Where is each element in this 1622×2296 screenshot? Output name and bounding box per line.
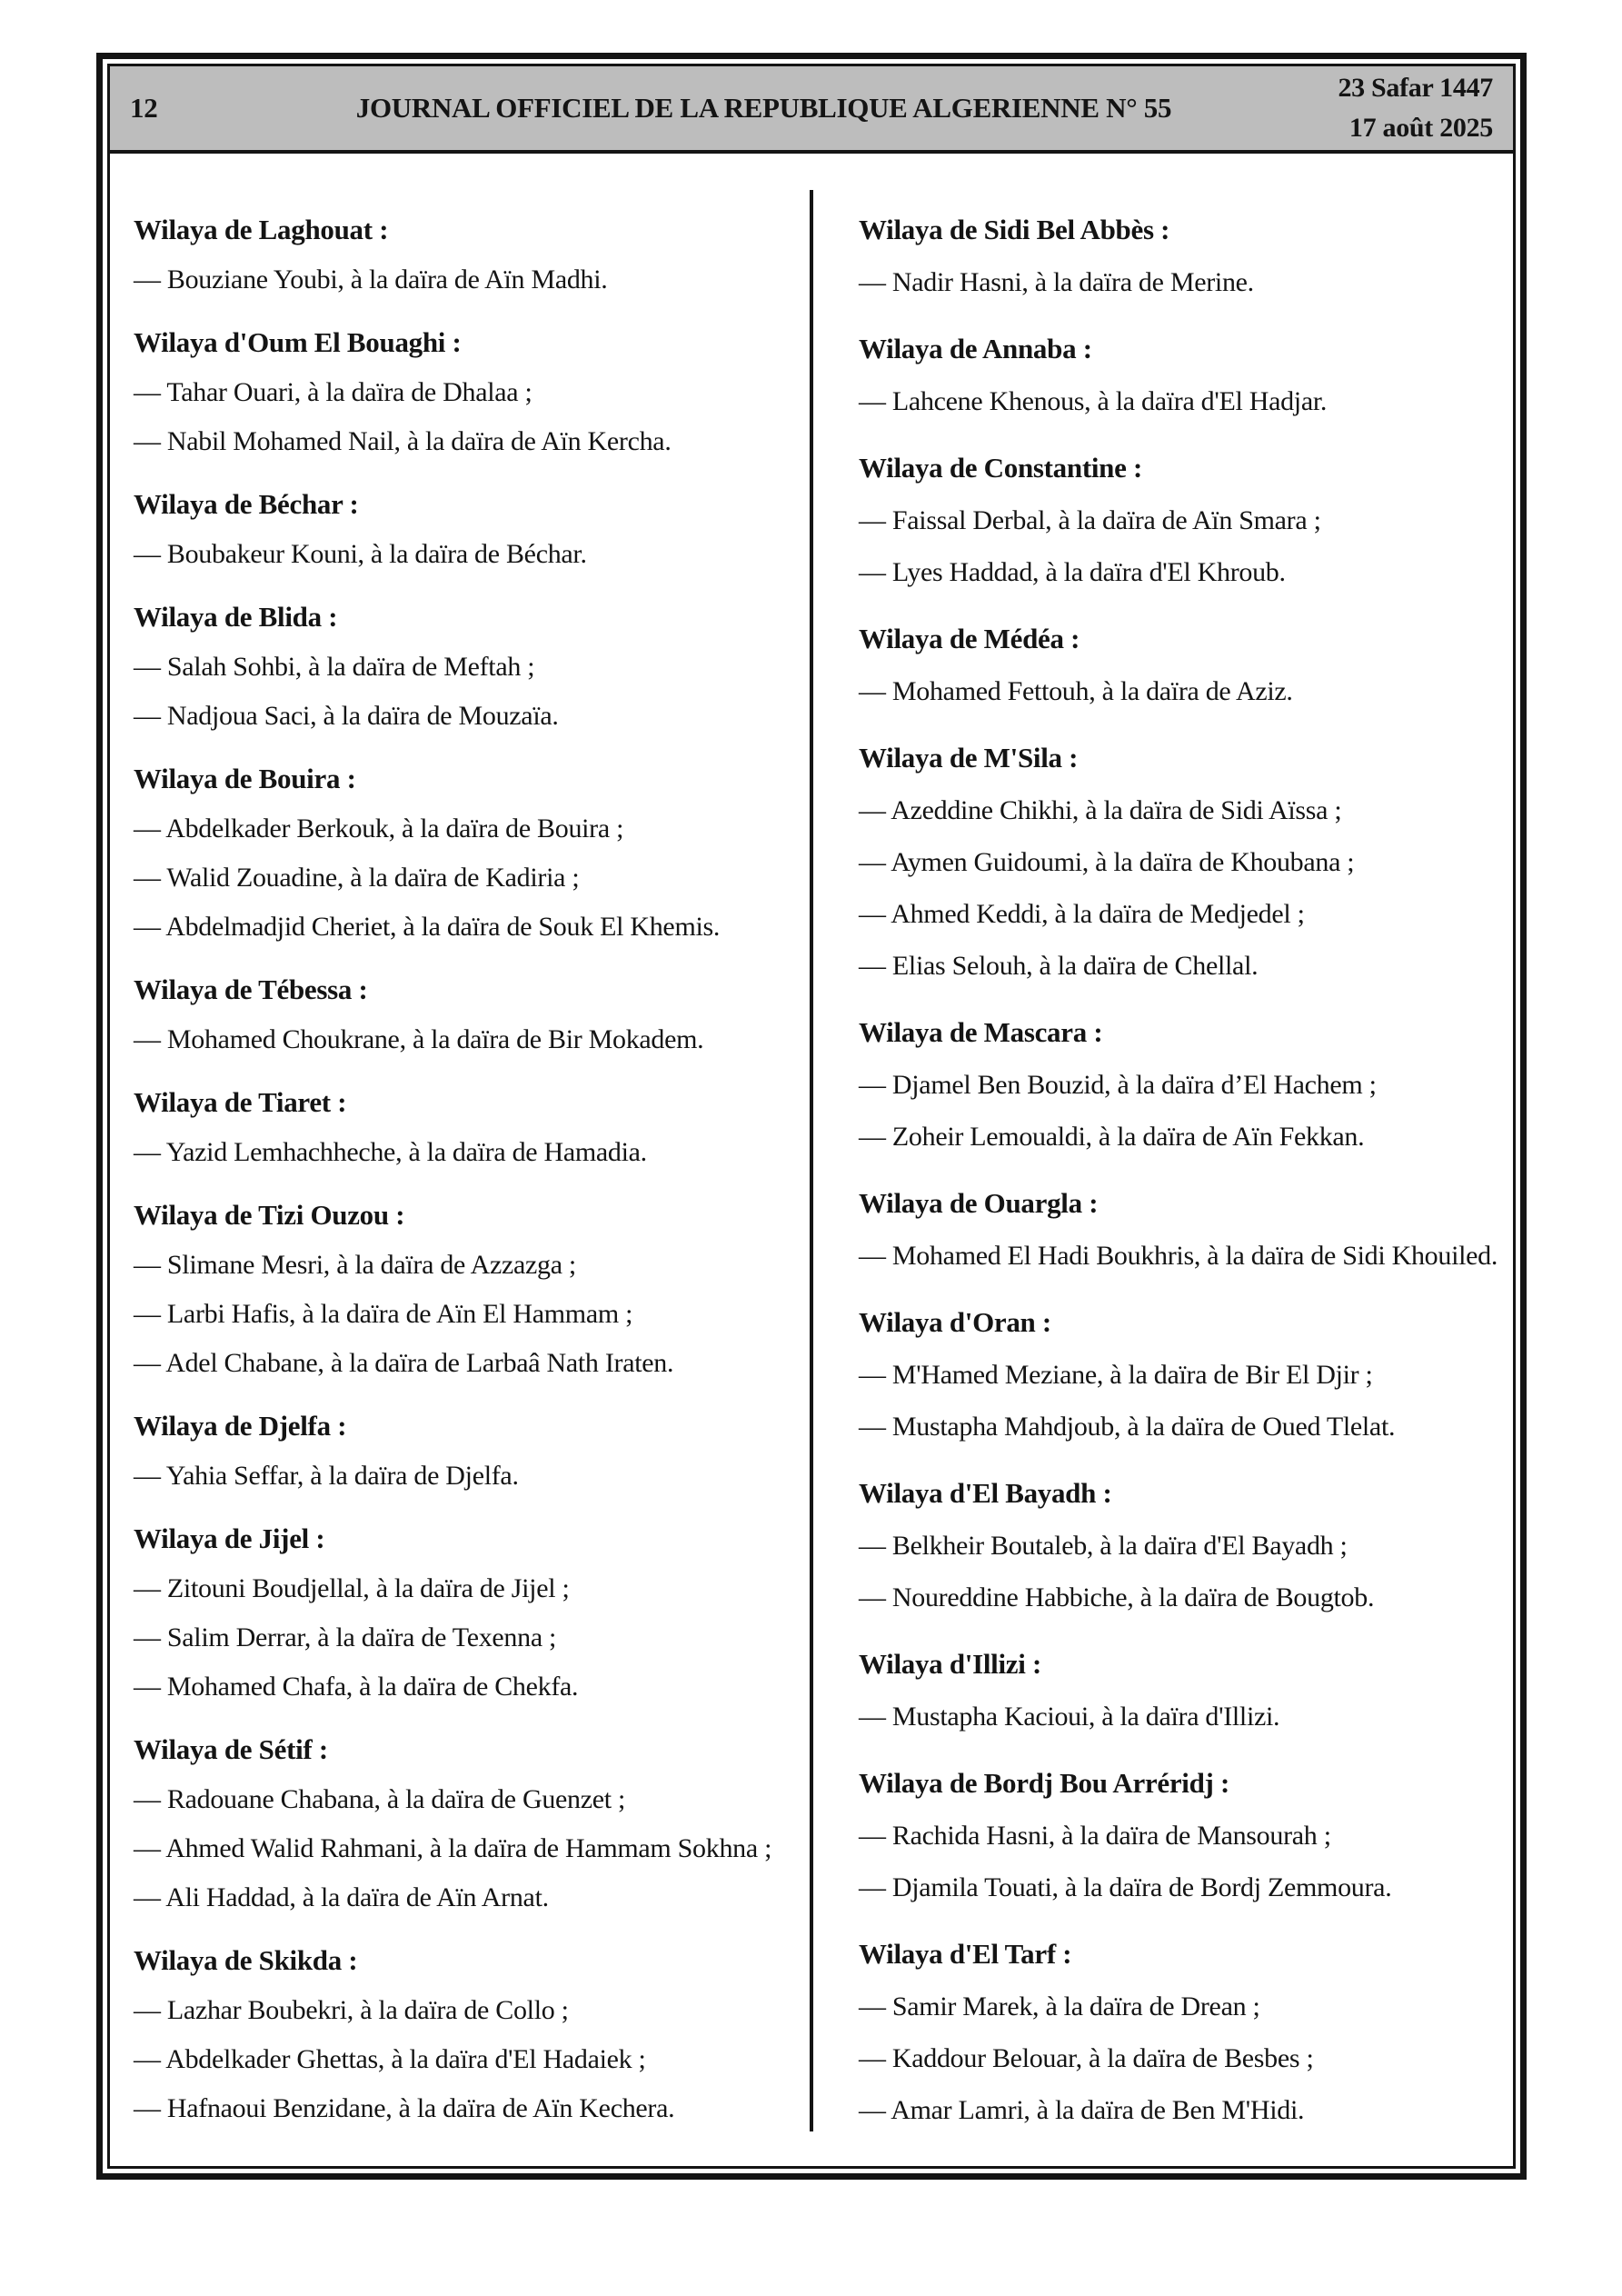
appointment-entry: — Faissal Derbal, à la daïra de Aïn Smara ; [859,505,1321,535]
appointment-entry: — Mohamed Fettouh, à la daïra de Aziz. [859,676,1293,706]
right-column [811,157,1513,2166]
appointment-entry: — Radouane Chabana, à la daïra de Guenzet ; [134,1784,626,1814]
appointment-entry: — Mustapha Kacioui, à la daïra d'Illizi. [859,1702,1280,1732]
wilaya-heading: Wilaya de Ouargla : [859,1187,1099,1219]
appointment-entry: — Kaddour Belouar, à la daïra de Besbes ; [859,2043,1314,2073]
appointment-entry: — Tahar Ouari, à la daïra de Dhalaa ; [134,377,532,407]
appointment-entry: — Mohamed El Hadi Boukhris, à la daïra de Sidi Khouiled. [859,1241,1498,1271]
wilaya-heading: Wilaya de Médéa : [859,623,1080,654]
appointment-entry: — Ali Haddad, à la daïra de Aïn Arnat. [134,1882,549,1912]
wilaya-heading: Wilaya de Tiaret : [134,1086,347,1118]
page-outer-frame [96,53,1527,2180]
wilaya-heading: Wilaya de Bouira : [134,763,356,794]
appointment-entry: — Nadir Hasni, à la daïra de Merine. [859,267,1254,297]
wilaya-heading: Wilaya de Skikda : [134,1944,358,1976]
appointment-entry: — Lahcene Khenous, à la daïra d'El Hadjar. [859,386,1328,416]
page-content [110,157,1513,2166]
left-column [110,157,811,2166]
wilaya-heading: Wilaya de Tébessa : [134,973,368,1005]
appointment-entry: — Slimane Mesri, à la daïra de Azzazga ; [134,1250,576,1280]
appointment-entry: — Yahia Seffar, à la daïra de Djelfa. [134,1461,519,1491]
wilaya-heading: Wilaya de Annaba : [859,333,1092,364]
appointment-entry: — Belkheir Boutaleb, à la daïra d'El Bayadh ; [859,1531,1348,1561]
appointment-entry: — Abdelkader Berkouk, à la daïra de Bouira ; [134,814,624,844]
wilaya-heading: Wilaya de M'Sila : [859,742,1079,774]
appointment-entry: — Djamila Touati, à la daïra de Bordj Zemmoura. [859,1872,1392,1902]
appointment-entry: — Bouziane Youbi, à la daïra de Aïn Madhi. [134,265,608,294]
appointment-entry: — Aymen Guidoumi, à la daïra de Khoubana ; [859,847,1355,877]
appointment-entry: — Abdelkader Ghettas, à la daïra d'El Hadaiek ; [134,2044,646,2074]
appointment-entry: — Azeddine Chikhi, à la daïra de Sidi Aïssa ; [859,795,1342,825]
page-inner-frame [107,64,1516,2169]
gregorian-date: 17 août 2025 [1348,113,1493,143]
wilaya-heading: Wilaya d'Oran : [859,1306,1051,1338]
appointment-entry: — Lazhar Boubekri, à la daïra de Collo ; [134,1995,569,2025]
appointment-entry: — Zitouni Boudjellal, à la daïra de Jijel ; [134,1573,570,1603]
appointment-entry: — Lyes Haddad, à la daïra d'El Khroub. [859,557,1286,587]
column-divider [810,190,813,2131]
wilaya-heading: Wilaya de Mascara : [859,1016,1103,1048]
appointment-entry: — Mohamed Chafa, à la daïra de Chekfa. [134,1672,579,1702]
wilaya-heading: Wilaya d'Oum El Bouaghi : [134,326,462,358]
journal-title: JOURNAL OFFICIEL DE LA REPUBLIQUE ALGERIENNE N° 55 [355,92,1172,124]
wilaya-heading: Wilaya de Béchar : [134,488,359,520]
appointment-entry: — Elias Selouh, à la daïra de Chellal. [859,951,1259,981]
page-number: 12 [130,92,158,124]
appointment-entry: — Amar Lamri, à la daïra de Ben M'Hidi. [859,2095,1305,2125]
appointment-entry: — Walid Zouadine, à la daïra de Kadiria ; [134,863,580,893]
appointment-entry: — Nadjoua Saci, à la daïra de Mouzaïa. [134,701,559,731]
appointment-entry: — Ahmed Walid Rahmani, à la daïra de Hammam Sokhna ; [134,1833,772,1863]
appointment-entry: — Ahmed Keddi, à la daïra de Medjedel ; [859,899,1305,929]
appointment-entry: — Boubakeur Kouni, à la daïra de Béchar. [134,539,587,569]
appointment-entry: — Samir Marek, à la daïra de Drean ; [859,1992,1260,2021]
wilaya-heading: Wilaya d'Illizi : [859,1648,1042,1680]
wilaya-heading: Wilaya d'El Tarf : [859,1938,1072,1970]
wilaya-heading: Wilaya de Sétif : [134,1733,328,1765]
appointment-entry: — Salah Sohbi, à la daïra de Meftah ; [134,652,535,682]
wilaya-heading: Wilaya d'El Bayadh : [859,1477,1112,1509]
appointment-entry: — M'Hamed Meziane, à la daïra de Bir El Djir ; [859,1360,1373,1390]
appointment-entry: — Adel Chabane, à la daïra de Larbaâ Nath Iraten. [134,1348,674,1378]
appointment-entry: — Larbi Hafis, à la daïra de Aïn El Hammam ; [134,1299,633,1329]
appointment-entry: — Rachida Hasni, à la daïra de Mansourah ; [859,1821,1331,1851]
appointment-entry: — Hafnaoui Benzidane, à la daïra de Aïn Kechera. [134,2093,675,2123]
appointment-entry: — Yazid Lemhachheche, à la daïra de Hamadia. [134,1137,647,1167]
wilaya-heading: Wilaya de Constantine : [859,452,1143,484]
page-header [110,66,1513,154]
wilaya-heading: Wilaya de Tizi Ouzou : [134,1199,405,1231]
appointment-entry: — Zoheir Lemoualdi, à la daïra de Aïn Fekkan. [859,1122,1365,1152]
wilaya-heading: Wilaya de Jijel : [134,1522,325,1554]
wilaya-heading: Wilaya de Bordj Bou Arréridj : [859,1767,1230,1799]
date-block [1298,68,1493,148]
appointment-entry: — Nabil Mohamed Nail, à la daïra de Aïn Kercha. [134,426,672,456]
appointment-entry: — Abdelmadjid Cheriet, à la daïra de Souk El Khemis. [134,912,721,942]
wilaya-heading: Wilaya de Djelfa : [134,1410,347,1442]
appointment-entry: — Djamel Ben Bouzid, à la daïra d’El Hachem ; [859,1070,1377,1100]
hijri-date: 23 Safar 1447 [1338,73,1493,103]
appointment-entry: — Noureddine Habbiche, à la daïra de Bougtob. [859,1582,1375,1612]
wilaya-heading: Wilaya de Blida : [134,601,338,633]
appointment-entry: — Mustapha Mahdjoub, à la daïra de Oued Tlelat. [859,1412,1396,1442]
appointment-entry: — Salim Derrar, à la daïra de Texenna ; [134,1622,557,1652]
wilaya-heading: Wilaya de Laghouat : [134,214,389,245]
appointment-entry: — Mohamed Choukrane, à la daïra de Bir Mokadem. [134,1024,704,1054]
wilaya-heading: Wilaya de Sidi Bel Abbès : [859,214,1170,245]
